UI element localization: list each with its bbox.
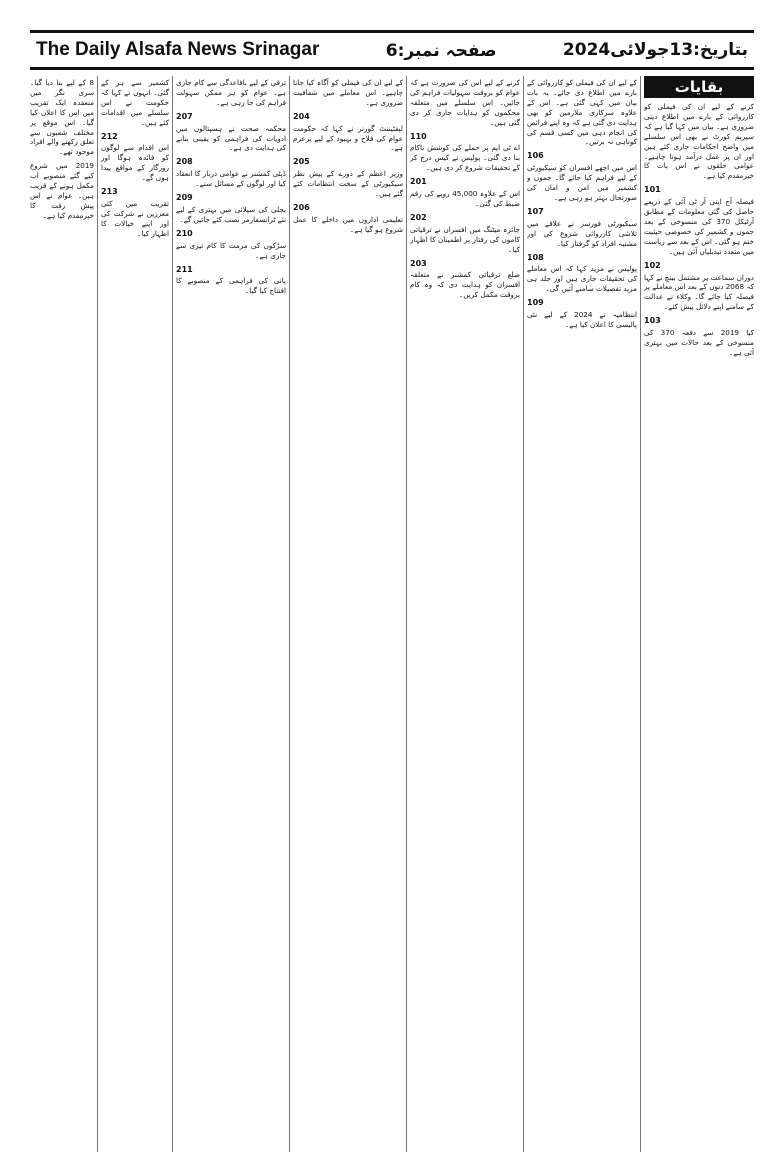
article-text: محکمہ صحت نے ہسپتالوں میں ادویات کی فراہمی کو یقینی بنانے کی ہدایت دی ہے۔: [176, 123, 286, 153]
article: [176, 78, 286, 108]
article-number: 210: [176, 228, 193, 238]
article-text: کرنے کے لیے اس کی ضرورت ہے کہ عوام کو بروقت سہولیات فراہم کی جائیں۔ اس سلسلے میں متعلقہ محکموں کو ہدایات جاری کر دی گئی ہیں۔: [410, 78, 520, 127]
column-divider: [172, 76, 173, 1152]
article: [644, 316, 754, 358]
article-text: 8 کے لیے بنا دیا گیا۔ سری نگر میں منعقدہ ایک تقریب میں اس کا اعلان کیا گیا۔ اس موقع پر مختلف شعبوں سے تعلق رکھنے والے افراد موجود تھے۔: [30, 78, 94, 157]
article: [644, 185, 754, 256]
article-number: 109: [527, 298, 544, 308]
article-text: لیفٹیننٹ گورنر نے کہا کہ حکومت عوام کی فلاح و بہبود کے لیے پرعزم ہے۔: [293, 123, 403, 153]
article-number: 203: [410, 258, 427, 268]
article-text: کرنے کے لیے ان کی فیملی کو کارروائی کے بارے میں اطلاع دینی ضروری ہے۔ بیان میں کہا گیا ہے کہ سپریم کورٹ نے بھی اس سلسلے میں واضح احکامات جاری کئے ہیں اور ان پر عمل درآمد ہونا چاہیے۔ عوامی حلقوں نے اس بات کا خیرمقدم کیا ہے۔: [644, 102, 754, 181]
article-number: 201: [410, 177, 427, 187]
column-divider: [523, 76, 524, 1152]
article-text: تقریب میں کئی معززین نے شرکت کی اور اپنے خیالات کا اظہار کیا۔: [101, 198, 169, 238]
article-number: 106: [527, 151, 544, 161]
article: [410, 78, 520, 128]
article: [410, 213, 520, 255]
article-number: 205: [293, 157, 310, 167]
article: [30, 161, 94, 220]
article: [527, 151, 637, 203]
column-divider: [406, 76, 407, 1152]
page-number: صفحہ نمبر:6: [385, 40, 497, 61]
column-7: [30, 76, 94, 1152]
column-6: [101, 76, 169, 1152]
article: [644, 102, 754, 181]
article: [527, 298, 637, 330]
article: [293, 157, 403, 199]
masthead: [30, 30, 754, 70]
columns-area: [30, 76, 754, 1152]
article: [293, 203, 403, 235]
article-text: اس میں اچھے افسران کو سیکیورٹی کے لیے فراہم کیا جائے گا۔ جموں و کشمیر میں امن و امان کی صورتحال بہتر ہو رہی ہے۔: [527, 163, 637, 202]
column-5: [176, 76, 286, 1152]
article-number: 207: [176, 111, 193, 121]
article-text: ترقی کے لیے باقاعدگی سے کام جاری ہے۔ عوام کو ہر ممکن سہولت فراہم کی جا رہی ہے۔: [176, 78, 286, 107]
article: [293, 78, 403, 108]
article-number: 107: [527, 206, 544, 216]
article: [410, 132, 520, 174]
article-number: 209: [176, 193, 193, 203]
article-text: 2019 میں شروع کیے گئے منصوبے اب مکمل ہونے کے قریب ہیں۔ عوام نے اس پیش رفت کا خیرمقدم کیا ہے۔: [30, 161, 94, 220]
column-divider: [289, 76, 290, 1152]
article-text: اس کے علاوہ 45,000 روپے کی رقم ضبط کی گئی۔: [410, 189, 520, 208]
article-text: تعلیمی اداروں میں داخلے کا عمل شروع ہو گیا ہے۔: [293, 214, 403, 234]
article: [30, 78, 94, 157]
article: [527, 253, 637, 295]
article-text: دوران سماعت پر مشتمل بینچ نے کہا کہ 2068 دنوں کے بعد اس معاملے پر فیصلہ کیا جائے گا۔ وکلاء نے عدالت کے سامنے اپنے دلائل پیش کئے۔: [644, 272, 754, 312]
article-number: 206: [293, 202, 310, 212]
article: [293, 112, 403, 154]
article-number: 208: [176, 157, 193, 167]
article-text: جائزہ میٹنگ میں افسران نے ترقیاتی کاموں کی رفتار پر اطمینان کا اظہار کیا۔: [410, 224, 520, 254]
article: [101, 187, 169, 239]
article-text: ڈپٹی کمشنر نے عوامی دربار کا انعقاد کیا اور لوگوں کے مسائل سنے۔: [176, 169, 286, 189]
issue-date: بتاریخ:13جولائی2024: [562, 40, 748, 60]
article: [410, 259, 520, 301]
article-number: 211: [176, 264, 193, 274]
newspaper-title: The Daily Alsafa News Srinagar: [36, 39, 320, 60]
article: [176, 157, 286, 189]
article: [176, 229, 286, 261]
article-text: بجلی کی سپلائی میں بہتری کے لیے نئے ٹرانسفارمر نصب کئے جائیں گے۔: [176, 204, 286, 224]
article-number: 103: [644, 316, 661, 326]
article-text: کے لیے ان کی فیملی کو آگاہ کیا جانا چاہیے۔ اس معاملے میں شفافیت ضروری ہے۔: [293, 78, 403, 107]
article-number: 213: [101, 187, 118, 197]
article: [101, 78, 169, 128]
article-number: 102: [644, 260, 661, 270]
article: [410, 177, 520, 209]
article-number: 212: [101, 131, 118, 141]
article-number: 108: [527, 252, 544, 262]
article-text: اے ٹی ایم پر حملے کی کوشش ناکام بنا دی گئی۔ پولیس نے کیس درج کر کے تحقیقات شروع کر دی ہیں۔: [410, 143, 520, 173]
article: [644, 261, 754, 313]
newspaper-page: [30, 30, 754, 1152]
column-4: [293, 76, 403, 1152]
article: [527, 78, 637, 147]
article: [176, 265, 286, 297]
article-text: کیا 2019 سے دفعہ 370 کی منسوخی کے بعد حالات میں بہتری آئی ہے۔: [644, 328, 754, 357]
article-text: انتظامیہ نے 2024 کے لیے نئی پالیسی کا اعلان کیا ہے۔: [527, 310, 637, 329]
article-number: 110: [410, 131, 427, 141]
column-1: [644, 76, 754, 1152]
article-number: 202: [410, 212, 427, 222]
column-divider: [640, 76, 641, 1152]
article: [176, 112, 286, 154]
article-number: 101: [644, 185, 661, 195]
article-text: وزیر اعظم کے دورے کے پیش نظر سیکیورٹی کے سخت انتظامات کئے گئے ہیں۔: [293, 169, 403, 199]
article: [176, 193, 286, 225]
section-label: بقایات: [644, 76, 754, 98]
article-text: سیکیورٹی فورسز نے علاقے میں تلاشی کارروائی شروع کی اور مشتبہ افراد کو گرفتار کیا۔: [527, 218, 637, 248]
article-text: سڑکوں کی مرمت کا کام تیزی سے جاری ہے۔: [176, 240, 286, 260]
article: [101, 132, 169, 184]
article-text: اس اقدام سے لوگوں کو فائدہ ہوگا اور روزگار کے مواقع پیدا ہوں گے۔: [101, 143, 169, 183]
article-text: پانی کی فراہمی کے منصوبے کا افتتاح کیا گیا۔: [176, 276, 286, 296]
column-3: [410, 76, 520, 1152]
article-text: ضلع ترقیاتی کمشنر نے متعلقہ افسران کو ہدایت دی کہ وہ کام بروقت مکمل کریں۔: [410, 270, 520, 300]
article-text: کے لیے ان کی فیملی کو کارروائی کے بارے میں اطلاع دی جائے۔ یہ بات بیان میں کہی گئی ہے۔ اس کے علاوہ سرکاری ملازمین کو بھی ہدایت دی گئی ہے کہ وہ اپنے فرائض کی انجام دہی میں کسی قسم کی کوتاہی نہ برتیں۔: [527, 78, 637, 147]
article-number: 204: [293, 111, 310, 121]
article-text: کشمیر سے ہر کے گئی۔ انہوں نے کہا کہ حکومت نے اس سلسلے میں اقدامات کئے ہیں۔: [101, 78, 169, 127]
column-divider: [97, 76, 98, 1152]
article: [527, 207, 637, 249]
article-text: فیصلہ آج اپنی آر ٹی آئی کے ذریعے حاصل کی گئی معلومات کے مطابق آرٹیکل 370 کی منسوخی کے بعد جموں و کشمیر کی خصوصی حیثیت ختم ہو گئی۔ اس کے بعد سے ریاست میں متعدد تبدیلیاں آئی ہیں۔: [644, 197, 754, 256]
column-2: [527, 76, 637, 1152]
article-text: پولیس نے مزید کہا کہ اس معاملے کی تحقیقات جاری ہیں اور جلد ہی مزید تفصیلات سامنے آئیں گی۔: [527, 264, 637, 294]
